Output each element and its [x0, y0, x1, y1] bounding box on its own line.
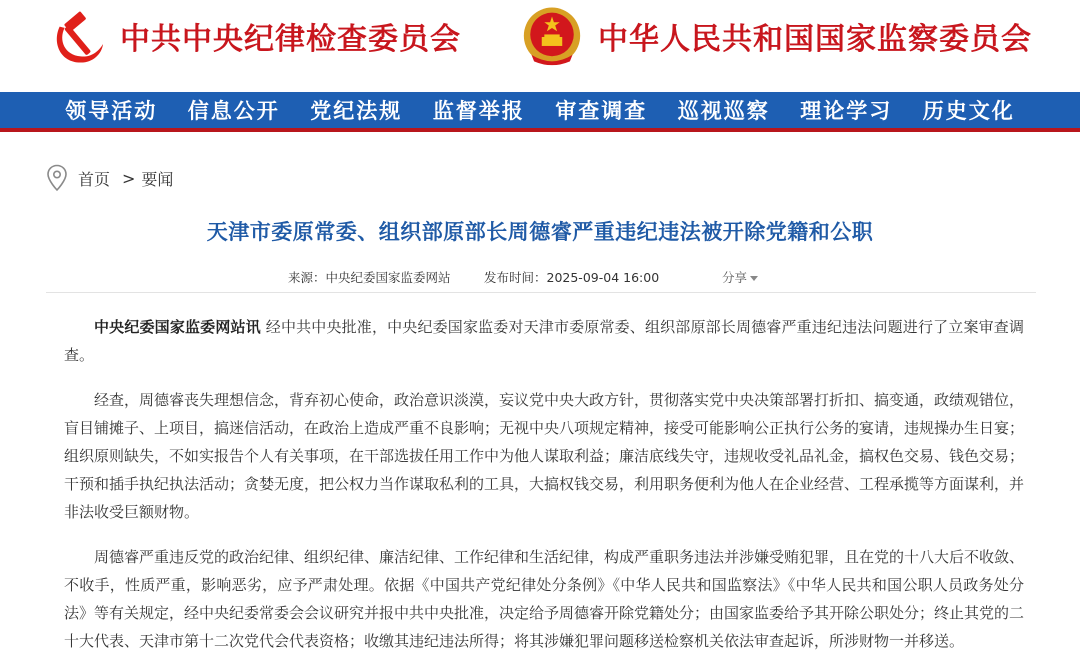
article-paragraph-2: 经查，周德睿丧失理想信念，背弃初心使命，政治意识淡漠，妄议党中央大政方针，贯彻落实党中央决策部署打折扣、搞变通，政绩观错位，盲目铺摊子、上项目，搞迷信活动，在政治上造成严重不良影响；无视中央八项规定精神，接受可能影响公正执行公务的宴请，违规操办生日宴；组织原则缺失，不如实报告个人有关事项，在干部选拔任用工作中为他人谋取利益；廉洁底线失守，违规收受礼品礼金，搞权色交易、钱色交易；干预和插手执纪执法活动；贪婪无度，把公权力当作谋取私利的工具，大搞权钱交易，利用职务便利为他人在企业经营、工程承揽等方面谋利，并非法收受巨额财物。	[64, 391, 1025, 521]
share-button[interactable]	[722, 268, 758, 286]
nav-item-inspection[interactable]: 巡视巡察	[677, 98, 770, 123]
nav-item-leadership[interactable]: 领导活动	[65, 98, 158, 123]
breadcrumb-separator: >	[122, 168, 136, 188]
right-org-title: 中华人民共和国国家监察委员会	[598, 22, 1032, 57]
left-org-title: 中共中央纪律检查委员会	[120, 22, 461, 57]
lead-text: 经中共中央批准，中央纪委国家监委对天津市委原常委、组织部原部长周德睿严重违纪违法问题进行了立案审查调查。	[64, 318, 1024, 364]
nav-item-supervision-report[interactable]: 监督举报	[432, 98, 525, 123]
article-pubtime: 发布时间：2025-09-04 16:00	[484, 270, 660, 285]
breadcrumb-current-link[interactable]: 要闻	[141, 169, 174, 189]
breadcrumb-home-link[interactable]: 首页	[78, 169, 111, 189]
site-header	[0, 0, 1080, 92]
nav-item-party-regulations[interactable]: 党纪法规	[310, 98, 403, 123]
article-source: 来源：中央纪委国家监委网站	[288, 270, 451, 285]
share-label: 分享	[722, 270, 748, 285]
article-meta	[0, 264, 1080, 288]
nav-item-info-disclosure[interactable]: 信息公开	[187, 98, 280, 123]
location-pin-icon	[46, 164, 68, 192]
party-emblem-icon	[46, 8, 108, 70]
chevron-down-icon	[750, 276, 758, 281]
national-emblem-icon	[520, 4, 584, 70]
article-body	[64, 313, 1024, 672]
nav-item-theory-study[interactable]: 理论学习	[800, 98, 893, 123]
article-paragraph-lead	[64, 313, 1024, 369]
nav-item-investigation[interactable]: 审查调查	[555, 98, 648, 123]
meta-divider	[46, 292, 1036, 293]
article-paragraph-3: 周德睿严重违反党的政治纪律、组织纪律、廉洁纪律、工作纪律和生活纪律，构成严重职务违法并涉嫌受贿犯罪，且在党的十八大后不收敛、不收手，性质严重，影响恶劣，应予严肃处理。依据《中国共产党纪律处分条例》《中华人民共和国监察法》《中华人民共和国公职人员政务处分法》等有关规定，经中央纪委常委会会议研究并报中共中央批准，决定给予周德睿开除党籍处分；由国家监委给予其开除公职处分；终止其党的二十大代表、天津市第十二次党代会代表资格；收缴其违纪违法所得；将其涉嫌犯罪问题移送检察机关依法审查起诉，所涉财物一并移送。	[64, 548, 1025, 650]
lead-source-tag: 中央纪委国家监委网站讯	[94, 318, 261, 336]
nav-item-history-culture[interactable]: 历史文化	[922, 98, 1015, 123]
article-title: 天津市委原常委、组织部原部长周德睿严重违纪违法被开除党籍和公职	[206, 220, 874, 244]
main-nav	[0, 92, 1080, 132]
breadcrumb	[46, 164, 173, 192]
